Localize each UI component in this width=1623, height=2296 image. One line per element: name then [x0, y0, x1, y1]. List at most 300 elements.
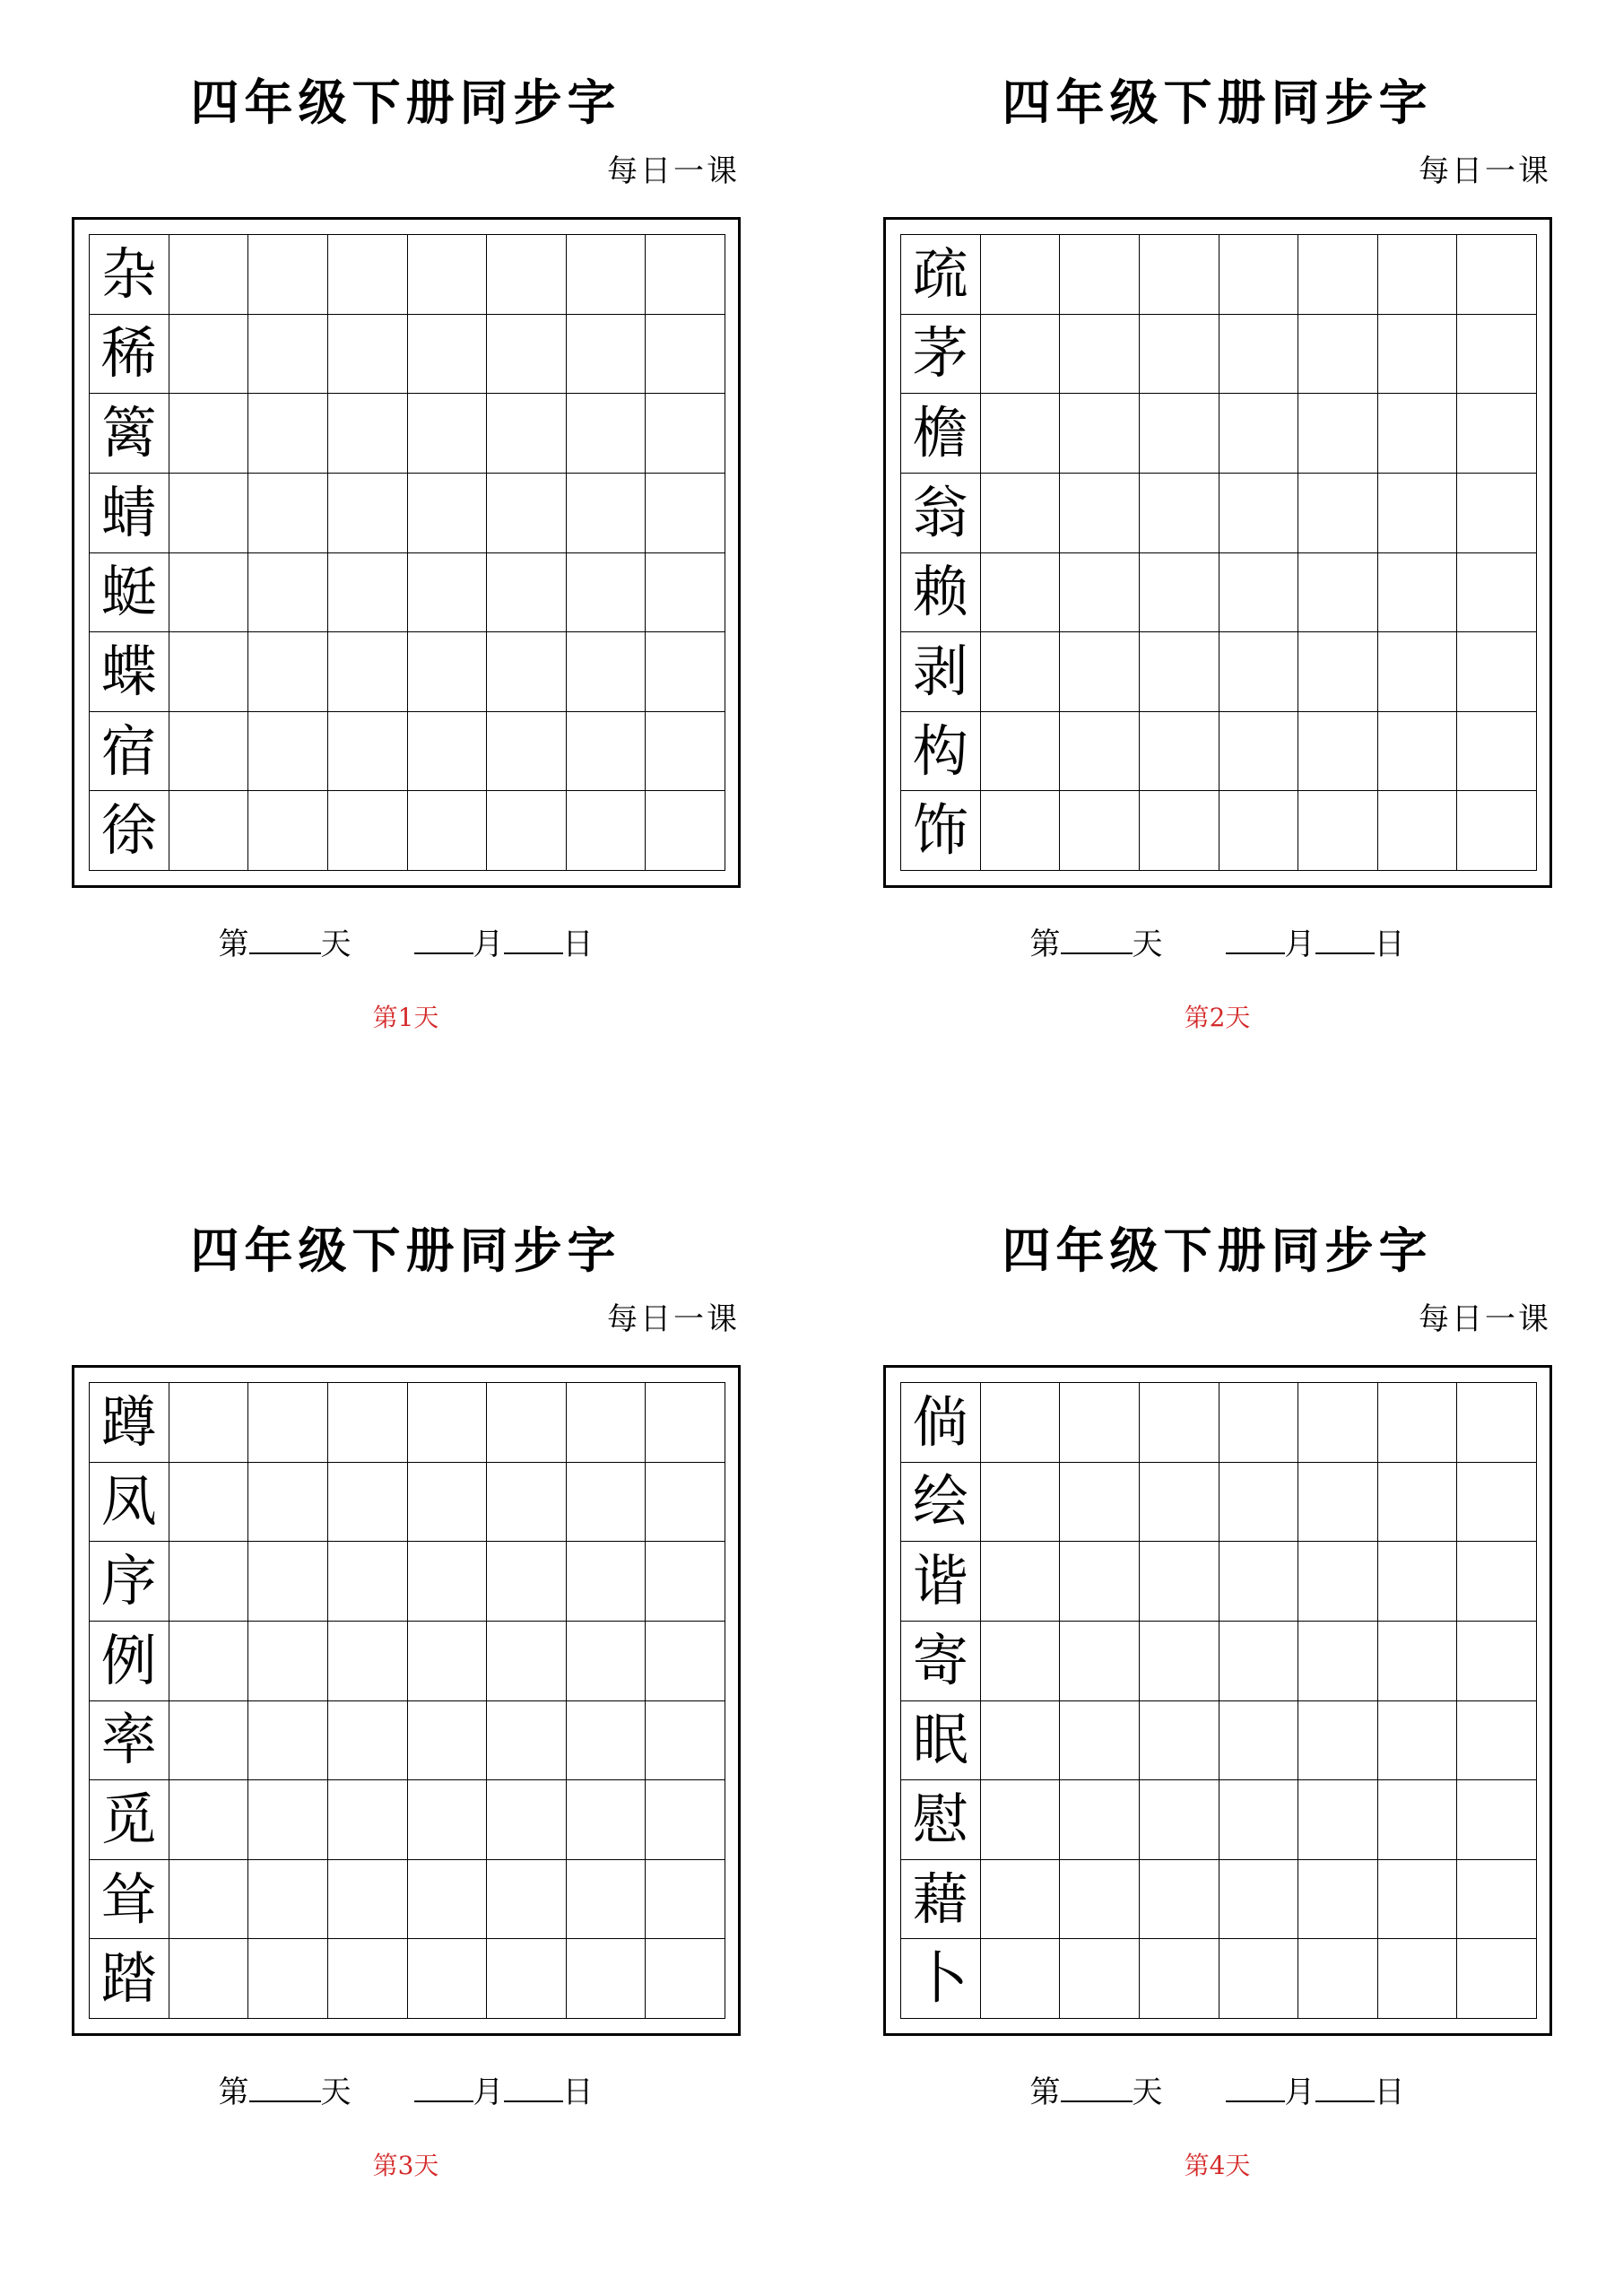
writing-cell[interactable] — [248, 1939, 328, 2019]
writing-cell[interactable] — [1457, 1780, 1537, 1860]
writing-cell[interactable] — [1457, 791, 1537, 871]
writing-cell[interactable] — [1378, 632, 1458, 712]
writing-cell[interactable] — [1140, 1622, 1219, 1701]
writing-cell[interactable] — [169, 1939, 249, 2019]
writing-cell[interactable] — [567, 1860, 647, 1940]
month-blank[interactable] — [1226, 2093, 1285, 2102]
writing-cell[interactable] — [1298, 1383, 1378, 1463]
writing-cell[interactable] — [248, 394, 328, 474]
writing-cell[interactable] — [1298, 1780, 1378, 1860]
writing-cell[interactable] — [646, 791, 725, 871]
date-line — [0, 919, 812, 963]
writing-cell[interactable] — [1298, 632, 1378, 712]
writing-cell[interactable] — [1140, 1383, 1219, 1463]
sheet-subtitle: 每日一课 — [1419, 153, 1551, 189]
writing-cell[interactable] — [1378, 1383, 1458, 1463]
writing-cell[interactable] — [646, 553, 725, 633]
writing-cell[interactable] — [408, 315, 488, 395]
writing-cell[interactable] — [408, 394, 488, 474]
writing-cell[interactable] — [1140, 394, 1219, 474]
writing-cell[interactable] — [1457, 712, 1537, 792]
writing-cell[interactable] — [1219, 1383, 1299, 1463]
writing-cell[interactable] — [981, 1780, 1061, 1860]
model-character: 蜻 — [90, 474, 169, 553]
writing-cell[interactable] — [1457, 1463, 1537, 1543]
day-number-blank[interactable] — [1061, 945, 1133, 954]
writing-cell[interactable] — [1378, 1701, 1458, 1781]
writing-cell[interactable] — [1378, 712, 1458, 792]
practice-grid — [900, 234, 1537, 871]
writing-cell[interactable] — [1140, 712, 1219, 792]
writing-cell[interactable] — [169, 315, 249, 395]
writing-cell[interactable] — [248, 1780, 328, 1860]
model-character: 觅 — [90, 1780, 169, 1860]
writing-cell[interactable] — [1298, 1622, 1378, 1701]
writing-cell[interactable] — [1378, 1780, 1458, 1860]
writing-cell[interactable] — [1219, 315, 1299, 395]
worksheet-2 — [812, 0, 1623, 1148]
date-ri-label: 日 — [562, 926, 594, 962]
writing-cell[interactable] — [487, 1701, 567, 1781]
writing-cell[interactable] — [981, 1463, 1061, 1543]
writing-cell[interactable] — [1378, 791, 1458, 871]
date-line — [812, 919, 1623, 963]
writing-cell[interactable] — [1457, 632, 1537, 712]
writing-cell[interactable] — [1140, 474, 1219, 553]
worksheet-4 — [812, 1148, 1623, 2296]
practice-grid — [89, 1382, 725, 2019]
writing-cell[interactable] — [1060, 1542, 1140, 1622]
model-character: 凤 — [90, 1463, 169, 1543]
writing-cell[interactable] — [1457, 1383, 1537, 1463]
writing-cell[interactable] — [487, 1463, 567, 1543]
writing-cell[interactable] — [1060, 315, 1140, 395]
writing-cell[interactable] — [248, 1622, 328, 1701]
writing-cell[interactable] — [1219, 553, 1299, 633]
writing-cell[interactable] — [567, 235, 647, 315]
writing-cell[interactable] — [408, 1463, 488, 1543]
sheet-subtitle: 每日一课 — [607, 153, 740, 189]
writing-cell[interactable] — [1219, 632, 1299, 712]
model-character: 檐 — [901, 394, 981, 474]
writing-cell[interactable] — [1219, 394, 1299, 474]
writing-cell[interactable] — [1060, 1463, 1140, 1543]
date-ri-label: 日 — [562, 2074, 594, 2110]
writing-cell[interactable] — [248, 1463, 328, 1543]
writing-cell[interactable] — [248, 712, 328, 792]
writing-cell[interactable] — [1457, 1622, 1537, 1701]
writing-cell[interactable] — [1298, 394, 1378, 474]
writing-cell[interactable] — [1219, 474, 1299, 553]
writing-cell[interactable] — [1219, 1542, 1299, 1622]
writing-cell[interactable] — [1457, 553, 1537, 633]
writing-cell[interactable] — [1378, 1463, 1458, 1543]
writing-cell[interactable] — [1140, 1542, 1219, 1622]
writing-cell[interactable] — [1060, 632, 1140, 712]
writing-cell[interactable] — [1298, 553, 1378, 633]
writing-cell[interactable] — [1457, 1701, 1537, 1781]
writing-cell[interactable] — [567, 1622, 647, 1701]
writing-cell[interactable] — [1298, 1542, 1378, 1622]
model-character: 翁 — [901, 474, 981, 553]
writing-cell[interactable] — [646, 712, 725, 792]
writing-cell[interactable] — [981, 394, 1061, 474]
model-character: 卜 — [901, 1939, 981, 2019]
writing-cell[interactable] — [487, 1860, 567, 1940]
writing-cell[interactable] — [646, 1463, 725, 1543]
day-blank[interactable] — [1315, 945, 1375, 954]
model-character: 倘 — [901, 1383, 981, 1463]
writing-cell[interactable] — [567, 791, 647, 871]
date-di-label: 第 — [218, 926, 249, 962]
day-number-blank[interactable] — [1061, 2093, 1133, 2102]
writing-cell[interactable] — [328, 315, 408, 395]
sheet-subtitle: 每日一课 — [1419, 1301, 1551, 1337]
writing-cell[interactable] — [646, 1542, 725, 1622]
writing-cell[interactable] — [1060, 1939, 1140, 2019]
writing-cell[interactable] — [1298, 315, 1378, 395]
model-character: 踏 — [90, 1939, 169, 2019]
day-tag: 第1天 — [372, 1003, 439, 1032]
model-character: 谐 — [901, 1542, 981, 1622]
writing-cell[interactable] — [169, 1701, 249, 1781]
writing-cell[interactable] — [567, 1542, 647, 1622]
model-character: 蹲 — [90, 1383, 169, 1463]
writing-cell[interactable] — [169, 553, 249, 633]
writing-cell[interactable] — [1378, 1622, 1458, 1701]
practice-frame — [72, 217, 741, 888]
model-character: 杂 — [90, 235, 169, 315]
day-blank[interactable] — [1315, 2093, 1375, 2102]
writing-cell[interactable] — [248, 474, 328, 553]
writing-cell[interactable] — [567, 1701, 647, 1781]
month-blank[interactable] — [414, 2093, 473, 2102]
writing-cell[interactable] — [408, 1939, 488, 2019]
writing-cell[interactable] — [567, 1780, 647, 1860]
writing-cell[interactable] — [1219, 235, 1299, 315]
writing-cell[interactable] — [487, 1622, 567, 1701]
practice-frame — [883, 217, 1552, 888]
date-tian-label: 天 — [1132, 2074, 1163, 2110]
writing-cell[interactable] — [408, 474, 488, 553]
writing-cell[interactable] — [328, 1860, 408, 1940]
date-di-label: 第 — [1029, 926, 1061, 962]
writing-cell[interactable] — [646, 1939, 725, 2019]
writing-cell[interactable] — [1140, 632, 1219, 712]
model-character: 篱 — [90, 394, 169, 474]
writing-cell[interactable] — [248, 1542, 328, 1622]
writing-cell[interactable] — [248, 1383, 328, 1463]
writing-cell[interactable] — [487, 315, 567, 395]
model-character: 寄 — [901, 1622, 981, 1701]
writing-cell[interactable] — [981, 1383, 1061, 1463]
model-character: 率 — [90, 1701, 169, 1781]
model-character: 例 — [90, 1622, 169, 1701]
writing-cell[interactable] — [567, 1463, 647, 1543]
writing-cell[interactable] — [408, 1622, 488, 1701]
sheet-title: 四年级下册同步字 — [190, 74, 621, 131]
writing-cell[interactable] — [567, 315, 647, 395]
date-ri-label: 日 — [1374, 2074, 1405, 2110]
writing-cell[interactable] — [646, 315, 725, 395]
writing-cell[interactable] — [646, 474, 725, 553]
writing-cell[interactable] — [1378, 235, 1458, 315]
writing-cell[interactable] — [487, 1383, 567, 1463]
writing-cell[interactable] — [981, 553, 1061, 633]
writing-cell[interactable] — [1060, 1701, 1140, 1781]
writing-cell[interactable] — [1060, 1780, 1140, 1860]
practice-grid — [89, 234, 725, 871]
writing-cell[interactable] — [1060, 1383, 1140, 1463]
writing-cell[interactable] — [1060, 1860, 1140, 1940]
worksheet-3 — [0, 1148, 812, 2296]
writing-cell[interactable] — [248, 315, 328, 395]
writing-cell[interactable] — [169, 1780, 249, 1860]
writing-cell[interactable] — [1457, 1860, 1537, 1940]
model-character: 徐 — [90, 791, 169, 871]
date-di-label: 第 — [218, 2074, 249, 2110]
writing-cell[interactable] — [169, 474, 249, 553]
writing-cell[interactable] — [248, 632, 328, 712]
writing-cell[interactable] — [1457, 315, 1537, 395]
writing-cell[interactable] — [487, 632, 567, 712]
writing-cell[interactable] — [248, 1860, 328, 1940]
writing-cell[interactable] — [328, 1780, 408, 1860]
writing-cell[interactable] — [328, 1939, 408, 2019]
writing-cell[interactable] — [328, 632, 408, 712]
writing-cell[interactable] — [646, 1701, 725, 1781]
writing-cell[interactable] — [646, 235, 725, 315]
writing-cell[interactable] — [408, 712, 488, 792]
writing-cell[interactable] — [487, 1542, 567, 1622]
sheet-subtitle: 每日一课 — [607, 1301, 740, 1337]
writing-cell[interactable] — [328, 1701, 408, 1781]
writing-cell[interactable] — [567, 394, 647, 474]
writing-cell[interactable] — [1219, 1939, 1299, 2019]
writing-cell[interactable] — [1140, 1701, 1219, 1781]
writing-cell[interactable] — [248, 791, 328, 871]
writing-cell[interactable] — [328, 791, 408, 871]
writing-cell[interactable] — [567, 1383, 647, 1463]
writing-cell[interactable] — [1140, 315, 1219, 395]
day-blank[interactable] — [504, 945, 563, 954]
date-tian-label: 天 — [320, 2074, 352, 2110]
writing-cell[interactable] — [248, 235, 328, 315]
writing-cell[interactable] — [1298, 1860, 1378, 1940]
model-character: 序 — [90, 1542, 169, 1622]
writing-cell[interactable] — [408, 1860, 488, 1940]
writing-cell[interactable] — [1219, 1860, 1299, 1940]
writing-cell[interactable] — [328, 553, 408, 633]
sheet-title: 四年级下册同步字 — [1002, 74, 1433, 131]
writing-cell[interactable] — [981, 632, 1061, 712]
writing-cell[interactable] — [1378, 1542, 1458, 1622]
writing-cell[interactable] — [169, 1860, 249, 1940]
writing-cell[interactable] — [567, 632, 647, 712]
writing-cell[interactable] — [1140, 1463, 1219, 1543]
day-number-blank[interactable] — [249, 945, 321, 954]
writing-cell[interactable] — [1060, 791, 1140, 871]
writing-cell[interactable] — [1457, 1939, 1537, 2019]
writing-cell[interactable] — [1378, 394, 1458, 474]
writing-cell[interactable] — [487, 791, 567, 871]
writing-cell[interactable] — [169, 1542, 249, 1622]
writing-cell[interactable] — [328, 394, 408, 474]
date-line — [812, 2067, 1623, 2111]
writing-cell[interactable] — [1219, 1701, 1299, 1781]
writing-cell[interactable] — [646, 632, 725, 712]
practice-frame — [883, 1365, 1552, 2036]
model-character: 剥 — [901, 632, 981, 712]
worksheet-1 — [0, 0, 812, 1148]
writing-cell[interactable] — [169, 1622, 249, 1701]
writing-cell[interactable] — [1060, 712, 1140, 792]
writing-cell[interactable] — [567, 474, 647, 553]
writing-cell[interactable] — [1219, 712, 1299, 792]
writing-cell[interactable] — [1298, 712, 1378, 792]
writing-cell[interactable] — [487, 553, 567, 633]
writing-cell[interactable] — [487, 1780, 567, 1860]
writing-cell[interactable] — [487, 235, 567, 315]
writing-cell[interactable] — [169, 712, 249, 792]
model-character: 藉 — [901, 1860, 981, 1940]
writing-cell[interactable] — [1457, 394, 1537, 474]
writing-cell[interactable] — [1219, 1622, 1299, 1701]
model-character: 绘 — [901, 1463, 981, 1543]
writing-cell[interactable] — [1140, 1780, 1219, 1860]
writing-cell[interactable] — [487, 474, 567, 553]
writing-cell[interactable] — [248, 553, 328, 633]
practice-grid — [900, 1382, 1537, 2019]
writing-cell[interactable] — [1298, 1701, 1378, 1781]
writing-cell[interactable] — [981, 712, 1061, 792]
writing-cell[interactable] — [1378, 474, 1458, 553]
writing-cell[interactable] — [408, 235, 488, 315]
writing-cell[interactable] — [1060, 235, 1140, 315]
writing-cell[interactable] — [408, 791, 488, 871]
writing-cell[interactable] — [646, 1860, 725, 1940]
writing-cell[interactable] — [408, 1383, 488, 1463]
writing-cell[interactable] — [1140, 553, 1219, 633]
writing-cell[interactable] — [646, 1780, 725, 1860]
model-character: 茅 — [901, 315, 981, 395]
writing-cell[interactable] — [981, 235, 1061, 315]
writing-cell[interactable] — [1219, 1780, 1299, 1860]
writing-cell[interactable] — [646, 394, 725, 474]
day-number-blank[interactable] — [249, 2093, 321, 2102]
writing-cell[interactable] — [248, 1701, 328, 1781]
date-ri-label: 日 — [1374, 926, 1405, 962]
model-character: 眠 — [901, 1701, 981, 1781]
writing-cell[interactable] — [1140, 791, 1219, 871]
writing-cell[interactable] — [328, 474, 408, 553]
writing-cell[interactable] — [646, 1622, 725, 1701]
writing-cell[interactable] — [1140, 1860, 1219, 1940]
writing-cell[interactable] — [981, 791, 1061, 871]
date-yue-label: 月 — [1284, 926, 1315, 962]
writing-cell[interactable] — [981, 1939, 1061, 2019]
writing-cell[interactable] — [169, 235, 249, 315]
writing-cell[interactable] — [1457, 1542, 1537, 1622]
date-yue-label: 月 — [473, 2074, 504, 2110]
writing-cell[interactable] — [1378, 315, 1458, 395]
writing-cell[interactable] — [981, 1542, 1061, 1622]
model-character: 饰 — [901, 791, 981, 871]
model-character: 构 — [901, 712, 981, 792]
date-tian-label: 天 — [320, 926, 352, 962]
writing-cell[interactable] — [1298, 235, 1378, 315]
writing-cell[interactable] — [646, 1383, 725, 1463]
writing-cell[interactable] — [408, 632, 488, 712]
writing-cell[interactable] — [328, 1383, 408, 1463]
date-yue-label: 月 — [473, 926, 504, 962]
writing-cell[interactable] — [1060, 553, 1140, 633]
model-character: 慰 — [901, 1780, 981, 1860]
writing-cell[interactable] — [328, 1463, 408, 1543]
day-blank[interactable] — [504, 2093, 563, 2102]
writing-cell[interactable] — [487, 1939, 567, 2019]
writing-cell[interactable] — [408, 1701, 488, 1781]
model-character: 耸 — [90, 1860, 169, 1940]
writing-cell[interactable] — [981, 1622, 1061, 1701]
writing-cell[interactable] — [487, 712, 567, 792]
writing-cell[interactable] — [328, 1622, 408, 1701]
writing-cell[interactable] — [169, 791, 249, 871]
writing-cell[interactable] — [408, 1542, 488, 1622]
model-character: 宿 — [90, 712, 169, 792]
writing-cell[interactable] — [328, 1542, 408, 1622]
writing-cell[interactable] — [1219, 1463, 1299, 1543]
writing-cell[interactable] — [169, 632, 249, 712]
month-blank[interactable] — [414, 945, 473, 954]
writing-cell[interactable] — [567, 712, 647, 792]
writing-cell[interactable] — [1140, 1939, 1219, 2019]
writing-cell[interactable] — [1457, 235, 1537, 315]
writing-cell[interactable] — [1060, 474, 1140, 553]
writing-cell[interactable] — [981, 1860, 1061, 1940]
writing-cell[interactable] — [567, 553, 647, 633]
writing-cell[interactable] — [408, 553, 488, 633]
writing-cell[interactable] — [1298, 1463, 1378, 1543]
writing-cell[interactable] — [328, 712, 408, 792]
writing-cell[interactable] — [1219, 791, 1299, 871]
model-character: 蜓 — [90, 553, 169, 633]
writing-cell[interactable] — [1298, 791, 1378, 871]
writing-cell[interactable] — [169, 1463, 249, 1543]
writing-cell[interactable] — [169, 1383, 249, 1463]
writing-cell[interactable] — [1378, 1939, 1458, 2019]
model-character: 蝶 — [90, 632, 169, 712]
writing-cell[interactable] — [1378, 553, 1458, 633]
writing-cell[interactable] — [981, 474, 1061, 553]
date-line — [0, 2067, 812, 2111]
writing-cell[interactable] — [169, 394, 249, 474]
writing-cell[interactable] — [1060, 394, 1140, 474]
writing-cell[interactable] — [1140, 235, 1219, 315]
writing-cell[interactable] — [567, 1939, 647, 2019]
writing-cell[interactable] — [328, 235, 408, 315]
writing-cell[interactable] — [1457, 474, 1537, 553]
writing-cell[interactable] — [1298, 1939, 1378, 2019]
writing-cell[interactable] — [487, 394, 567, 474]
writing-cell[interactable] — [1060, 1622, 1140, 1701]
month-blank[interactable] — [1226, 945, 1285, 954]
writing-cell[interactable] — [981, 315, 1061, 395]
writing-cell[interactable] — [408, 1780, 488, 1860]
writing-cell[interactable] — [1378, 1860, 1458, 1940]
writing-cell[interactable] — [981, 1701, 1061, 1781]
writing-cell[interactable] — [1298, 474, 1378, 553]
